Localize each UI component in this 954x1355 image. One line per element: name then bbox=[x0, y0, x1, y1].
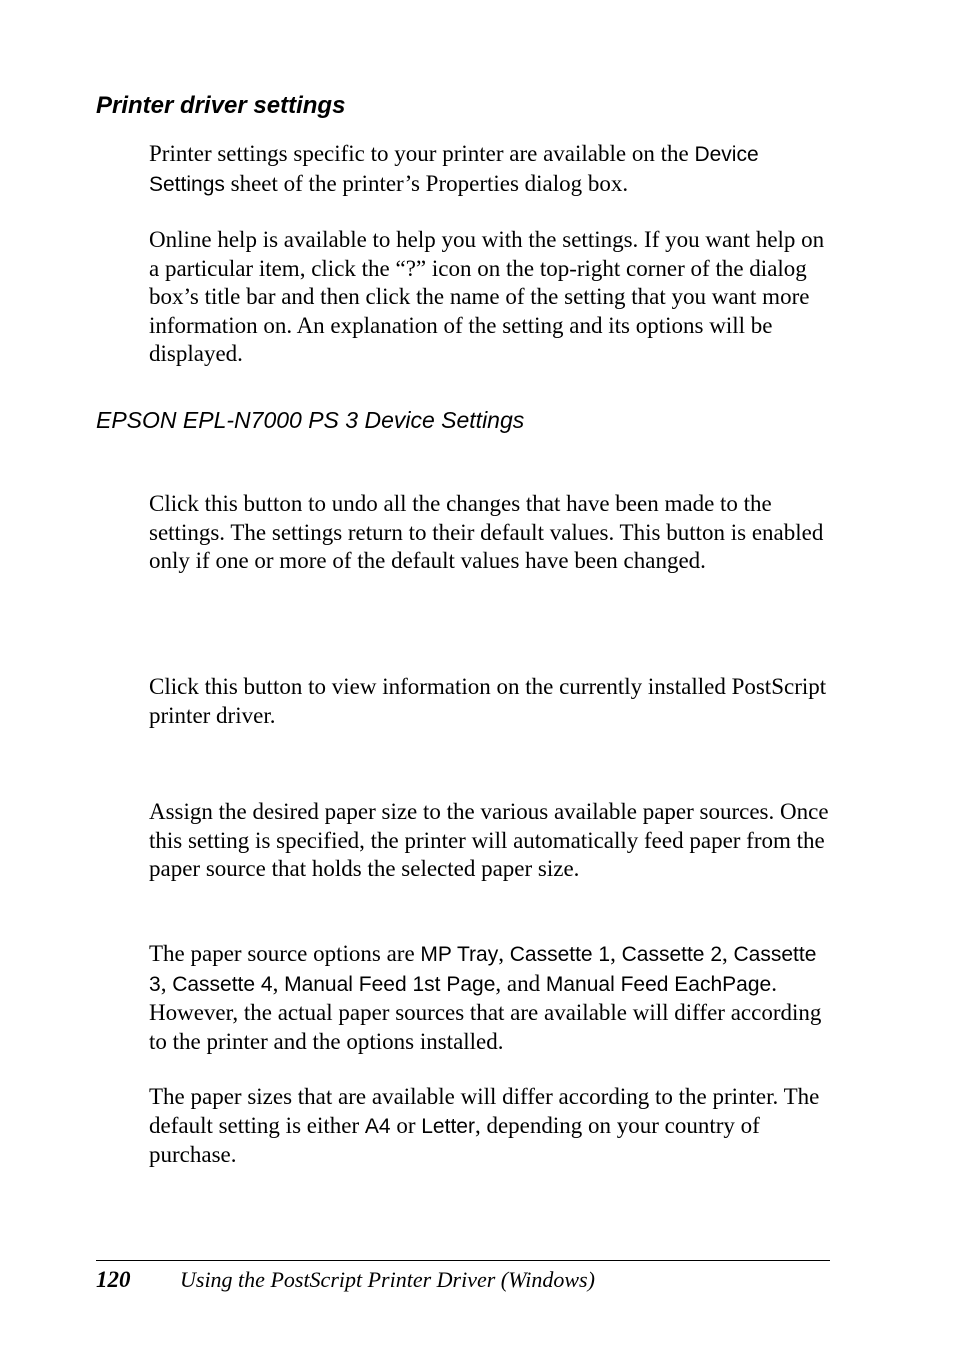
paper-source-options-paragraph: The paper source options are MP Tray, Cassette 1, Cassette 2, Cassette 3, Cassette 4, Manual Feed 1st Page, and Manual Feed EachPage. However, the actual paper sources that are available will differ according to the printer and the options installed. bbox=[149, 941, 822, 1054]
about-button-description: Click this button to view information on the currently installed PostScript printer driver. bbox=[149, 674, 827, 728]
intro-paragraph-device-settings bbox=[149, 140, 829, 199]
restore-defaults-description: Click this button to undo all the changes that have been made to the settings. The settings return to their default values. This button is enabled only if one or more of the default values have been changed. bbox=[149, 491, 824, 574]
page-number: 120 bbox=[96, 1267, 131, 1292]
sizes-or-word: or bbox=[396, 1112, 416, 1138]
intro-text-end: sheet of the printer’s Properties dialog box. bbox=[224, 170, 629, 196]
source-cassette-2: Cassette 2 bbox=[621, 943, 722, 966]
sizes-tail-text: , depending on your country of purchase. bbox=[149, 1112, 760, 1168]
sizes-lead-text: The paper sizes that are available will differ according to the printer. The default setting is either bbox=[149, 1084, 820, 1138]
form-to-tray-description: Assign the desired paper size to the various available paper sources. Once this setting is specified, the printer will automatically feed paper from the paper source that holds the selected paper size. bbox=[149, 799, 829, 882]
source-cassette-4: Cassette 4 bbox=[172, 972, 273, 996]
source-cassette-3: Cassette 3 bbox=[149, 943, 817, 996]
source-manual-feed-each-page: Manual Feed EachPage bbox=[545, 972, 772, 996]
size-a4: A4 bbox=[364, 1114, 391, 1138]
source-mp-tray: MP Tray bbox=[420, 943, 499, 966]
device-settings-sheet-name: Device Settings bbox=[149, 143, 759, 196]
source-manual-feed-first-page: Manual Feed 1st Page bbox=[284, 972, 496, 996]
subheading-device-settings: EPSON EPL-N7000 PS 3 Device Settings bbox=[96, 407, 525, 433]
size-letter: Letter bbox=[421, 1114, 475, 1138]
section-heading: Printer driver settings bbox=[96, 92, 346, 119]
sources-tail-text: . However, the actual paper sources that are available will differ according to the printer and the options installed. bbox=[149, 970, 822, 1054]
running-footer-title: Using the PostScript Printer Driver (Windows) bbox=[180, 1267, 595, 1292]
paper-sizes-paragraph bbox=[149, 1083, 829, 1170]
source-cassette-1: Cassette 1 bbox=[509, 943, 611, 966]
intro-paragraph-online-help: Online help is available to help you with the settings. If you want help on a particular item, click the “?” icon on the top-right corner of the dialog box’s title bar and then click the name of the setting that you want more information on. An explanation of the setting and its options will be displayed. bbox=[149, 227, 825, 367]
intro-text-start: Printer settings specific to your printer are available on the bbox=[149, 141, 695, 166]
sources-and-word: and bbox=[506, 970, 541, 996]
footer-divider bbox=[96, 1260, 830, 1261]
sources-lead-text: The paper source options are bbox=[149, 941, 421, 966]
